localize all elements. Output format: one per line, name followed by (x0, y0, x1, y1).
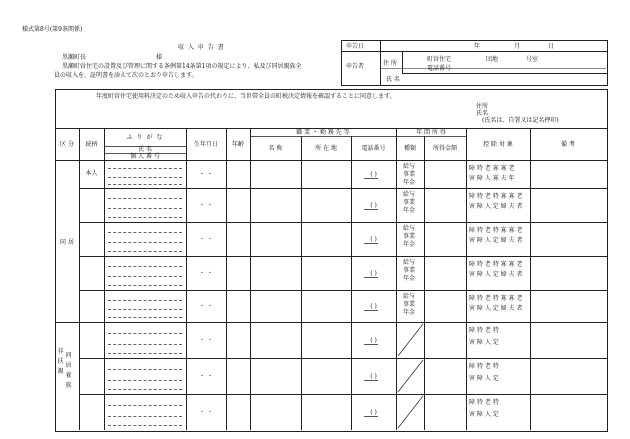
col-phone: 電話番号 (361, 144, 386, 152)
deduction-options-2: 害 障 人 定 婦 夫 者 (469, 271, 523, 278)
deduction-options-2: 害 障 人 定 婦 夫 者 (469, 305, 523, 312)
income-type-business: 事業 (403, 267, 416, 274)
nonresident-char: 同 (65, 352, 72, 359)
signature-note: (氏名は、自署又は記名押印) (482, 117, 559, 124)
birthdate-value: ・ ・ (199, 269, 213, 277)
deduction-options-2: 害 障 人 定 (469, 375, 499, 382)
phone-value: ( ) (370, 372, 377, 380)
phone-value: ( ) (370, 408, 377, 416)
col-income-amount: 所得金額 (432, 144, 457, 152)
nonresident-char: 居 (65, 362, 72, 369)
deduction-options-1: 障 特 老 特 寡 寡 老 (469, 261, 523, 268)
deduction-options-1: 障 特 老 特 (469, 399, 499, 406)
deduction-options-2: 害 障 人 定 (469, 339, 499, 346)
income-type-salary: 給与 (403, 225, 416, 232)
income-type-salary: 給与 (403, 191, 416, 198)
deduction-options-1: 障 特 老 特 (469, 327, 499, 334)
income-type-business: 事業 (403, 301, 416, 308)
income-type-pension: 年金 (403, 207, 416, 214)
col-birthdate: 生年月日 (193, 140, 218, 148)
birthdate-value: ・ ・ (199, 201, 213, 209)
income-type-business: 事業 (403, 233, 416, 240)
day-label: 日 (548, 43, 555, 50)
deduction-options-1: 障 特 老 特 寡 寡 老 (469, 193, 523, 200)
phone-value: ( ) (370, 201, 377, 209)
col-income: 年 間 所 得 (416, 128, 446, 136)
col-age: 年齢 (231, 140, 244, 148)
month-label: 月 (514, 43, 521, 50)
income-type-pension: 年金 (403, 179, 416, 186)
group-nonresident (55, 322, 79, 430)
intro-line2: 員の収入を、証明書を添えて次のとおり申告します。 (54, 72, 198, 79)
phone-label: 電話番号 (427, 65, 452, 72)
birthdate-value: ・ ・ (199, 336, 213, 344)
col-remarks: 備 考 (561, 140, 575, 148)
phone-value: ( ) (370, 302, 377, 310)
income-type-pension: 年金 (403, 275, 416, 282)
deduction-options-1: 障 特 老 寡 寡 老 (469, 165, 515, 172)
consent-address-label: 住所 (476, 103, 489, 110)
col-location: 所 在 地 (315, 144, 337, 152)
col-income-type: 種類 (403, 144, 416, 152)
deduction-options-1: 障 特 老 特 寡 寡 老 (469, 227, 523, 234)
self-label: 本人 (85, 170, 98, 177)
col-occupation: 職 業 ・ 勤 務 先 等 (296, 128, 350, 136)
consent-text: 年度町営住宅使用料決定のため収入申告の代わりに、当世帯全員の町税決定情報を確認することに同意します。 (96, 93, 396, 100)
col-company: 名 称 (268, 144, 283, 152)
birthdate-value: ・ ・ (199, 235, 213, 243)
income-type-business: 事業 (403, 199, 416, 206)
deduction-options-2: 害 障 人 定 (469, 411, 499, 418)
col-name: 氏 名 (138, 145, 152, 153)
form-number: 様式第8号(第9条関係) (22, 26, 83, 33)
deduction-options-1: 障 特 老 特 (469, 363, 499, 370)
col-category: 区 分 (60, 140, 74, 148)
income-type-pension: 年金 (403, 309, 416, 316)
income-table (55, 128, 608, 432)
housing-label: 町営住宅 (427, 56, 452, 63)
form-title: 収 入 申 告 書 (178, 44, 225, 51)
year-label: 年 (474, 43, 481, 50)
birthdate-value: ・ ・ (199, 408, 213, 416)
col-deduction: 控 除 対 象 (483, 140, 513, 148)
addressee: 黒瀬町長 (62, 54, 87, 61)
nonresident-char: 扶 (57, 358, 64, 365)
date-label: 申告日 (346, 43, 365, 50)
birthdate-value: ・ ・ (199, 170, 213, 178)
honorific: 様 (156, 54, 163, 61)
danchi-label: 団地 (486, 56, 499, 63)
deduction-options-2: 害 障 人 定 婦 夫 者 (469, 237, 523, 244)
group-household: 同 居 (60, 238, 74, 246)
consent-name-label: 氏名 (476, 110, 489, 117)
income-type-business: 事業 (403, 171, 416, 178)
birthdate-value: ・ ・ (199, 302, 213, 310)
income-type-salary: 給与 (403, 163, 416, 170)
deduction-options-2: 害 障 人 定 婦 夫 者 (469, 203, 523, 210)
room-label: 号室 (526, 56, 539, 63)
address-label: 住 所 (383, 60, 397, 67)
phone-value: ( ) (370, 269, 377, 277)
phone-value: ( ) (370, 170, 377, 178)
nonresident-char: 親 (57, 368, 64, 375)
phone-value: ( ) (370, 336, 377, 344)
intro-line1: 黒瀬町営住宅の設置及び管理に関する条例第14条第1項の規定により、私及び同居親族全 (62, 63, 302, 70)
nonresident-char: 非 (57, 348, 64, 355)
deduction-options-1: 障 特 老 特 寡 寡 老 (469, 295, 523, 302)
col-relation: 続柄 (85, 140, 98, 148)
birthdate-value: ・ ・ (199, 372, 213, 380)
nonresident-char: 養 (65, 372, 72, 379)
nonresident-char: 族 (65, 382, 72, 389)
applicant-label: 申告者 (346, 63, 365, 70)
income-type-pension: 年金 (403, 241, 416, 248)
phone-value: ( ) (370, 235, 377, 243)
name-label: 氏 名 (386, 76, 400, 83)
col-furigana: ふ り が な (126, 133, 164, 141)
income-type-salary: 給与 (403, 293, 416, 300)
col-individual-number: 個 人 番 号 (130, 153, 160, 160)
deduction-options-2: 害 障 人 寡 夫 年 (469, 175, 515, 182)
income-type-salary: 給与 (403, 259, 416, 266)
